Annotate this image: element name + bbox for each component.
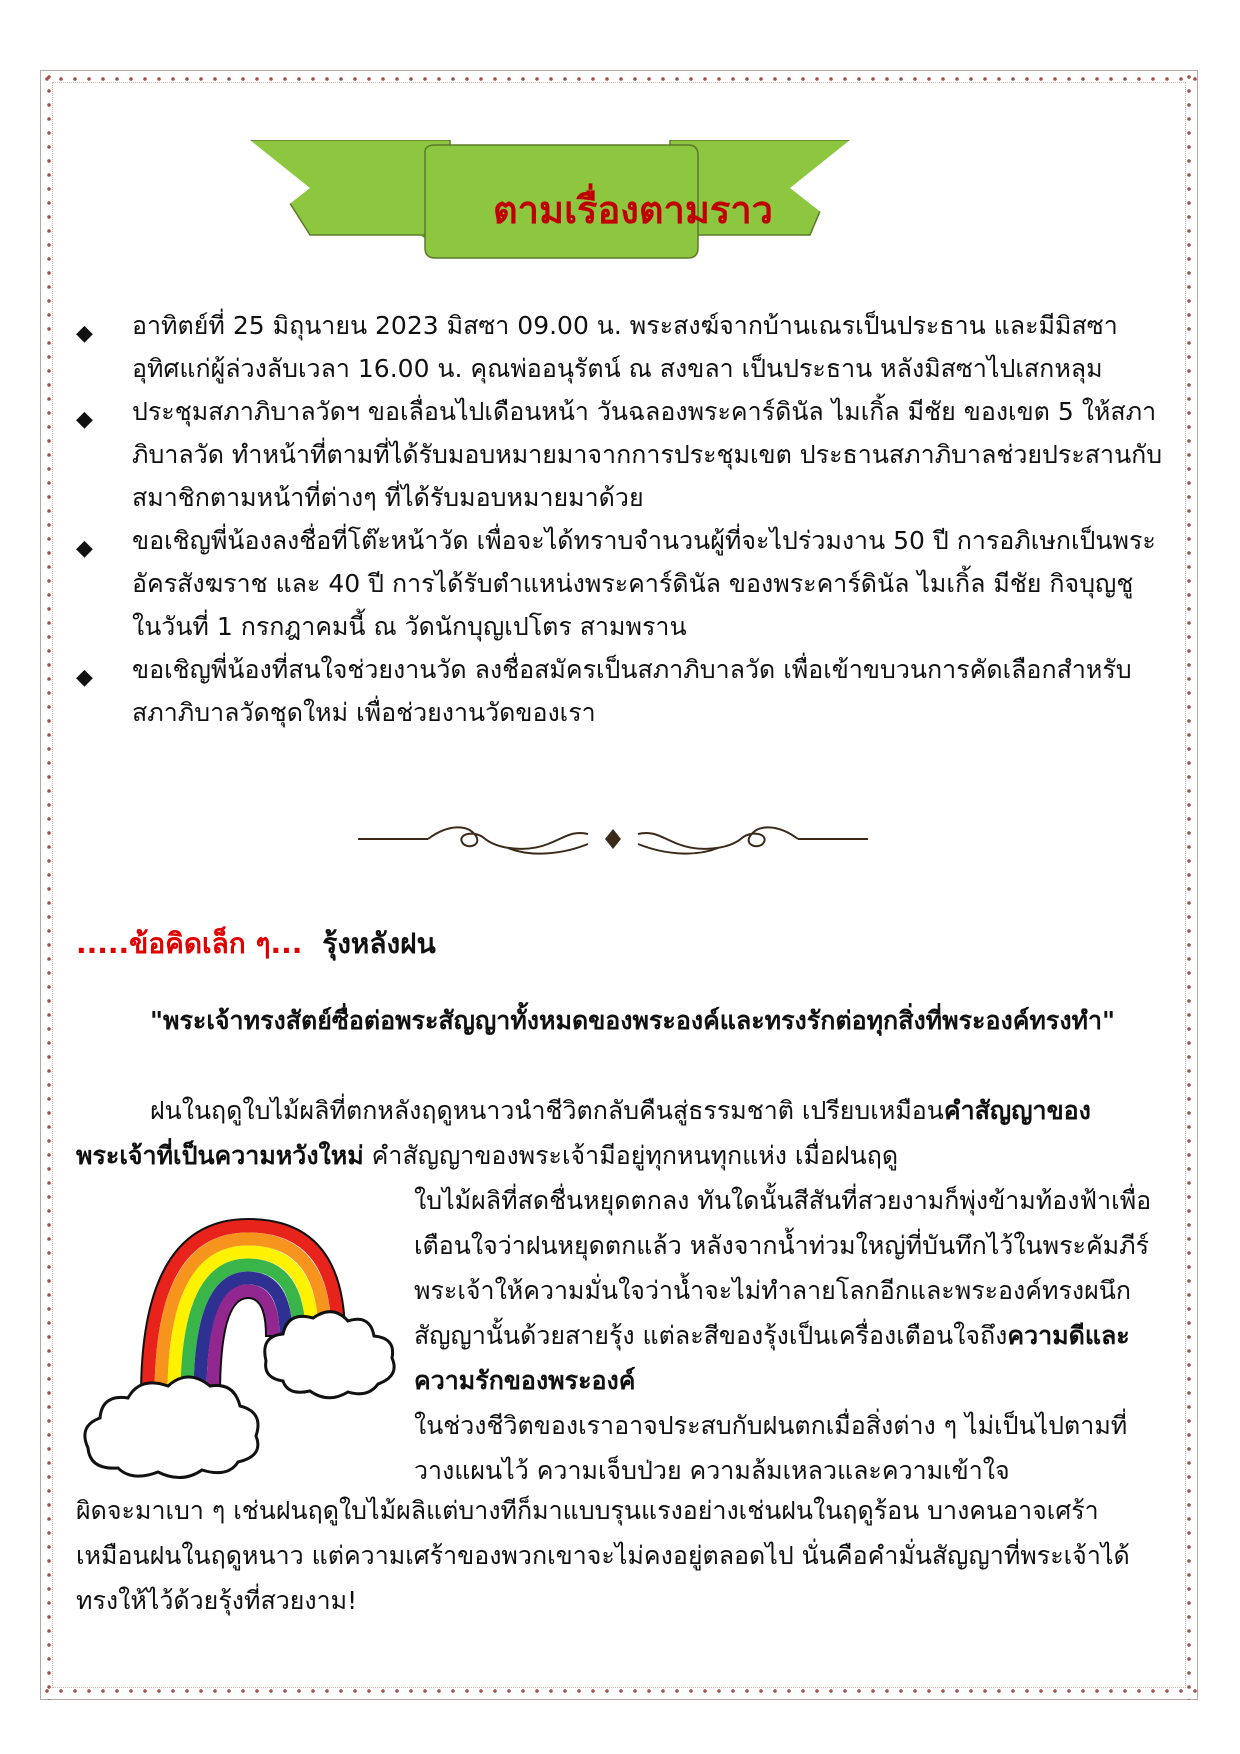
border-dots-left (44, 70, 54, 1700)
border-dots-top (40, 74, 1198, 84)
border-dots-right (1184, 70, 1194, 1700)
section-prefix: .....ข้อคิดเล็ก ๆ... (76, 927, 303, 960)
diamond-bullet-icon: ◆ (76, 321, 93, 346)
diamond-bullet-icon: ◆ (76, 536, 93, 561)
diamond-bullet-icon: ◆ (76, 407, 93, 432)
rainbow-illustration (78, 1186, 408, 1486)
paragraph: ผิดจะมาเบา ๆ เช่นฝนฤดูใบไม้ผลิแต่บางทีก็มาแบบรุนแรงอย่างเช่นฝนในฤดูร้อน บางคนอาจเศร้าเหมือนฝนในฤดูหนาว แต่ความเศร้าของพวกเขาจะไม่คงอยู่ตลอดไป นั่นคือคำมั่นสัญญาที่พระเจ้าได้ทรงให้ไว้ด้วยรุ้งที่สวยงาม! (76, 1496, 1130, 1615)
list-item: ◆ ประชุมสภาภิบาลวัดฯ ขอเลื่อนไปเดือนหน้า วันฉลองพระคาร์ดินัล ไมเกิ้ล มีชัย ของเขต 5 ให้สภาภิบาลวัด ทำหน้าที่ตามที่ได้รับมอบหมายมาจากการประชุมเขต ประธานสภาภิบาลช่วยประสานกับสมาชิกตามหน้าที่ต่างๆ ที่ได้รับมอบหมายมาด้วย (76, 397, 1163, 512)
section-heading (76, 922, 436, 966)
list-item: ◆ อาทิตย์ที่ 25 มิถุนายน 2023 มิสซา 09.00 น. พระสงฆ์จากบ้านเณรเป็นประธาน และมีมิสซา อุทิศแก่ผู้ล่วงลับเวลา 16.00 น. คุณพ่ออนุรัตน์ ณ สงขลา เป็นประธาน หลังมิสซาไปเสกหลุม (76, 311, 1118, 383)
ornament-divider-icon (358, 816, 868, 862)
diamond-bullet-icon: ◆ (76, 665, 93, 690)
border-dots-bottom (40, 1686, 1198, 1696)
paragraph: ฝนในฤดูใบไม้ผลิที่ตกหลังฤดูหนาวนำชีวิตกลับคืนสู่ธรรมชาติ เปรียบเหมือนคำสัญญาของพระเจ้าที่เป็นความหวังใหม่ คำสัญญาของพระเจ้ามีอยู่ทุกหนทุกแห่ง เมื่อฝนฤดู (76, 1096, 1091, 1170)
scripture-quote: "พระเจ้าทรงสัตย์ซื่อต่อพระสัญญาทั้งหมดของพระองค์และทรงรักต่อทุกสิ่งที่พระองค์ทรงทำ" (150, 1006, 1116, 1035)
list-item: ◆ ขอเชิญพี่น้องที่สนใจช่วยงานวัด ลงชื่อสมัครเป็นสภาภิบาลวัด เพื่อเข้าขบวนการคัดเลือกสำหรับสภาภิบาลวัดชุดใหม่ เพื่อช่วยงานวัดของเรา (76, 655, 1132, 727)
section-topic: รุ้งหลังฝน (322, 927, 436, 960)
list-item: ◆ ขอเชิญพี่น้องลงชื่อที่โต๊ะหน้าวัด เพื่อจะได้ทราบจำนวนผู้ที่จะไปร่วมงาน 50 ปี การอภิเษกเป็นพระอัครสังฆราช และ 40 ปี การได้รับตำแหน่งพระคาร์ดินัล ของพระคาร์ดินัล ไมเกิ้ล มีชัย กิจบุญชู ในวันที่ 1 กรกฎาคมนี้ ณ วัดนักบุญเปโตร สามพราน (76, 526, 1156, 641)
paragraph-wrapped: ใบไม้ผลิที่สดชื่นหยุดตกลง ทันใดนั้นสีสันที่สวยงามก็พุ่งข้ามท้องฟ้าเพื่อเตือนใจว่าฝนหยุดตกแล้ว หลังจากน้ำท่วมใหญ่ที่บันทึกไว้ในพระคัมภีร์ พระเจ้าให้ความมั่นใจว่าน้ำจะไม่ทำลายโลกอีกและพระองค์ทรงผนึกสัญญานั้นด้วยสายรุ้ง แต่ละสีของรุ้งเป็นเครื่องเตือนใจถึงความดีและความรักของพระองค์ ในช่วงชีวิตของเราอาจประสบกับฝนตกเมื่อสิ่งต่าง ๆ ไม่เป็นไปตามที่วางแผนไว้ ความเจ็บป่วย ความล้มเหลวและความเข้าใจ (414, 1186, 1152, 1485)
announcement-list (76, 304, 1166, 734)
page-title: ตามเรื่องตามราว (493, 186, 773, 232)
